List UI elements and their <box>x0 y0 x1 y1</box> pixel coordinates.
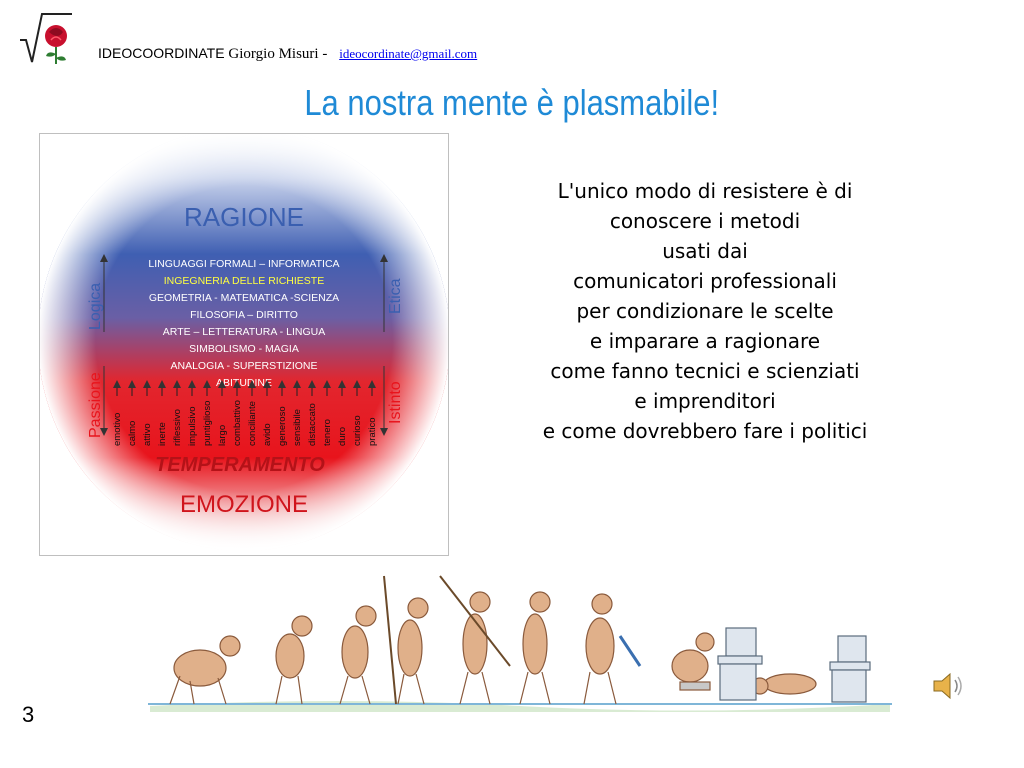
header-email-link[interactable]: ideocordinate@gmail.com <box>339 46 478 61</box>
trait-label: duro <box>337 426 348 446</box>
trait-label: attivo <box>142 423 153 446</box>
right-label-etica: Etica <box>387 278 404 314</box>
trait-label: conciliante <box>247 401 258 446</box>
diagram-bottom-label: EMOZIONE <box>179 491 309 518</box>
right-label-istinto: Istinto <box>387 381 404 424</box>
left-label-passione: Passione <box>87 372 104 438</box>
rose-logo-icon <box>18 10 74 68</box>
header-author: Giorgio Misuri - <box>228 46 328 62</box>
body-line: comunicatori professionali <box>573 269 837 293</box>
body-text <box>480 176 930 446</box>
header <box>98 45 477 63</box>
left-label-logica: Logica <box>87 282 104 330</box>
body-line: come fanno tecnici e scienziati <box>550 359 860 383</box>
trait-label: curioso <box>352 415 363 446</box>
diagram-layer-label: ABITUDINE <box>215 377 273 389</box>
trait-label: avido <box>262 423 273 446</box>
trait-label: combattivo <box>232 400 243 446</box>
diagram-layer-label: ARTE – LETTERATURA - LINGUA <box>162 326 326 338</box>
diagram-layer-label: LINGUAGGI FORMALI – INFORMATICA <box>148 258 340 270</box>
trait-label: inerte <box>157 422 168 446</box>
diagram-layer-label: ANALOGIA - SUPERSTIZIONE <box>170 360 318 372</box>
trait-label: largo <box>217 424 228 446</box>
diagram-top-label: RAGIONE <box>184 202 304 232</box>
body-line: per condizionare le scelte <box>576 299 834 323</box>
speaker-icon[interactable] <box>930 670 966 702</box>
slide-title: La nostra mente è plasmabile! <box>304 82 720 123</box>
body-line: e come dovrebbero fare i politici <box>542 419 868 443</box>
trait-label: puntiglioso <box>202 400 213 446</box>
body-line: e imparare a ragionare <box>589 329 821 353</box>
trait-label: pratico <box>367 417 378 446</box>
trait-label: generoso <box>277 406 288 446</box>
trait-label: sensibile <box>292 409 303 446</box>
body-line: conoscere i metodi <box>609 209 801 233</box>
trait-label: distaccato <box>307 403 318 446</box>
human-evolution-illustration <box>140 556 900 716</box>
diagram-layer-label: INGEGNERIA DELLE RICHIESTE <box>163 275 325 287</box>
page-number: 3 <box>22 702 35 727</box>
diagram-layer-label: FILOSOFIA – DIRITTO <box>190 309 298 321</box>
body-line: L'unico modo di resistere è di <box>557 179 853 203</box>
diagram-layer-label: SIMBOLISMO - MAGIA <box>189 343 299 355</box>
body-line: e imprenditori <box>634 389 776 413</box>
diagram-layer-label: GEOMETRIA - MATEMATICA -SCIENZA <box>148 292 340 304</box>
trait-label: riflessivo <box>172 409 183 446</box>
trait-label: tenero <box>322 419 333 446</box>
body-line: usati dai <box>662 239 748 263</box>
diagram-temperament-label: TEMPERAMENTO <box>155 454 325 476</box>
trait-label: impulsivo <box>187 406 198 446</box>
header-org: IDEOCOORDINATE <box>98 45 225 61</box>
trait-label: emotivo <box>112 412 123 446</box>
trait-label: calmo <box>127 420 138 446</box>
mind-diagram <box>39 133 449 556</box>
